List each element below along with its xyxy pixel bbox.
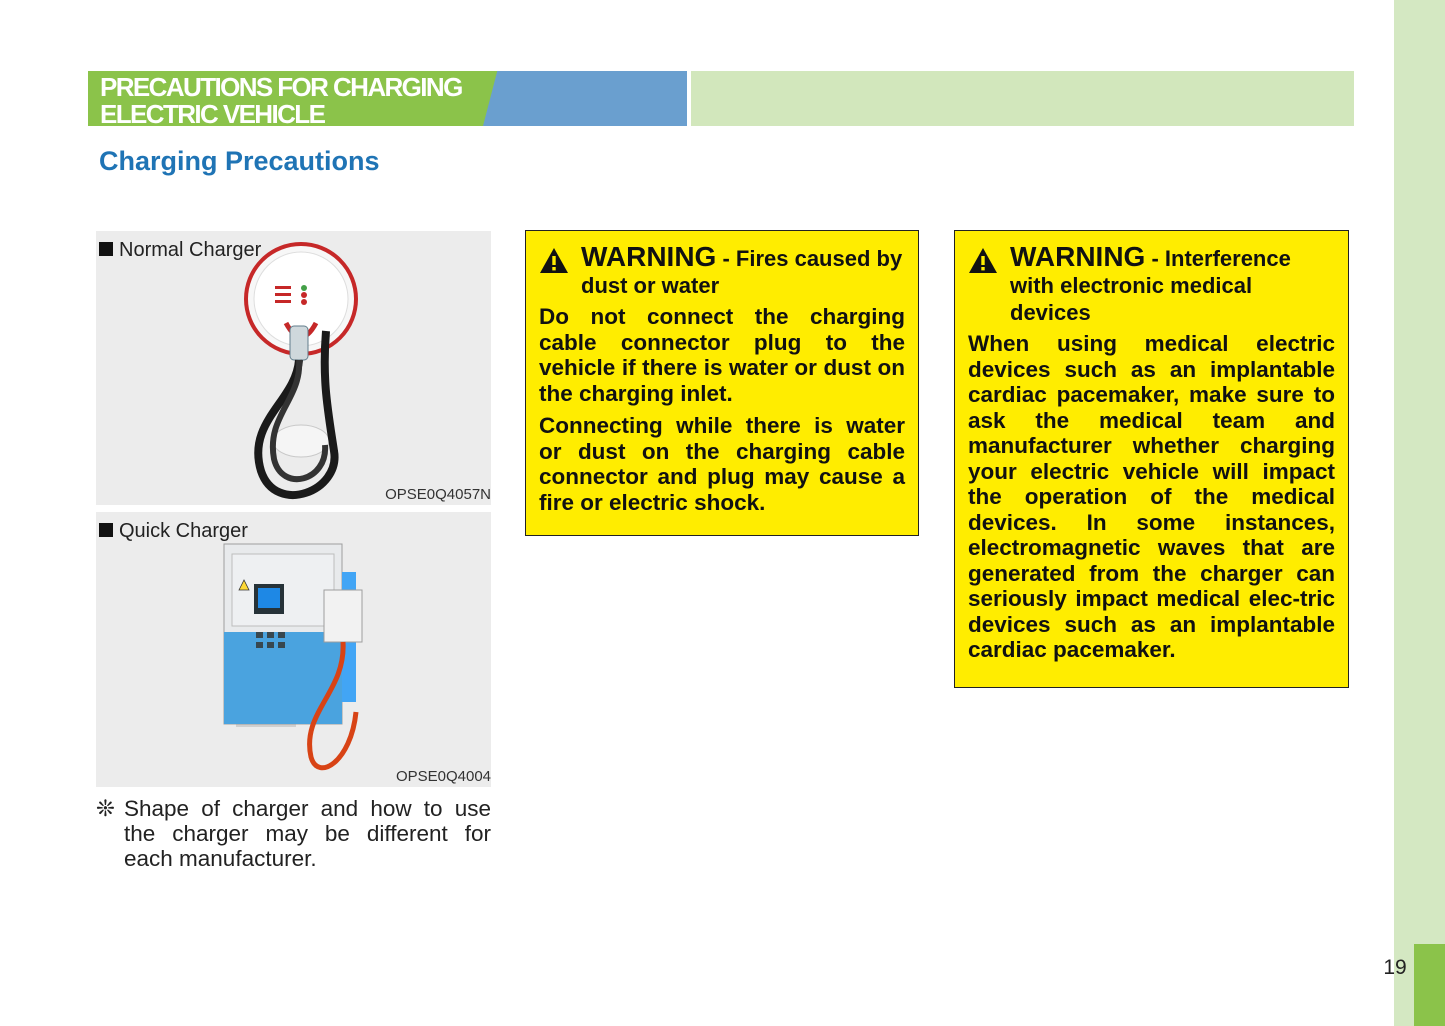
section-title: Charging Precautions [99, 146, 380, 176]
square-bullet-icon [99, 523, 113, 537]
figure-code: OPSE0Q4057N [385, 486, 491, 503]
figure-label-text: Normal Charger [119, 239, 262, 261]
square-bullet-icon [99, 242, 113, 256]
warning-box-dust-water [525, 230, 919, 536]
warning-word: WARNING [1010, 241, 1146, 272]
chapter-title-line1: PRECAUTIONS FOR CHARGING [100, 72, 462, 102]
warning-triangle-icon [539, 247, 569, 274]
figure-label [99, 520, 248, 543]
charger-note [96, 796, 491, 871]
figure-label [99, 239, 261, 262]
chapter-tab [1414, 944, 1445, 1026]
header-accent [483, 71, 687, 126]
figure-label-text: Quick Charger [119, 520, 248, 542]
warning-heading [539, 243, 905, 299]
warning-paragraph: Do not connect the charging cable connector plug to the vehicle if there is water or dust on the charging inlet. [539, 304, 905, 406]
warning-triangle-icon [968, 247, 998, 274]
chapter-title-line2: ELECTRIC VEHICLE [100, 99, 325, 129]
warning-paragraph: Connecting while there is water or dust on the charging cable connector and plug may cause a fire or electric shock. [539, 413, 905, 515]
header-band [691, 71, 1354, 126]
figure-code: OPSE0Q4004 [395, 768, 491, 785]
warning-subject: - Interference with electronic medical devices [1010, 246, 1291, 325]
chapter-title [100, 74, 462, 128]
note-text: Shape of charger and how to use the charger may be different for each manufacturer. [124, 796, 491, 871]
warning-heading [968, 243, 1335, 326]
figure-quick-charger [96, 512, 491, 787]
warning-word: WARNING [581, 241, 717, 272]
normal-charger-illustration [96, 231, 491, 505]
note-mark: ❊ [96, 796, 115, 821]
warning-paragraph: When using medical electric devices such as an implantable cardiac pacemaker, make sure to ask the medical team and manufacturer whether charging your electric vehicle will impact the operation of the medical devices. In some instances, electromagnetic waves that are generated from the charger can seriously impact medical elec-tric devices such as an implantable cardiac pacemaker. [968, 331, 1335, 662]
figure-normal-charger [96, 231, 491, 505]
side-strip [1394, 0, 1445, 1026]
warning-subject: - Fires caused by dust or water [581, 246, 903, 298]
quick-charger-illustration [96, 512, 491, 787]
page-number: 19 [1383, 956, 1407, 979]
warning-box-medical-devices [954, 230, 1349, 688]
